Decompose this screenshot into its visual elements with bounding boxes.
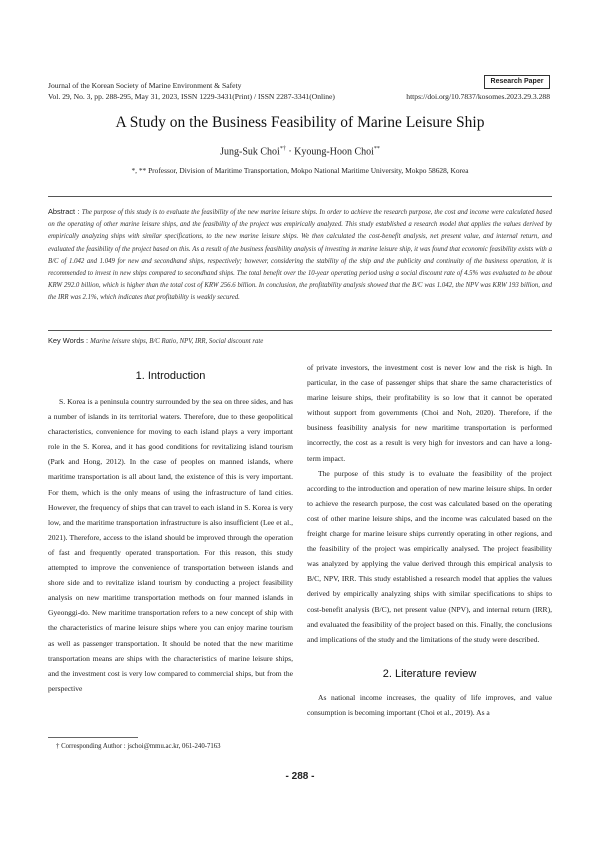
- author-separator: ·: [285, 146, 295, 158]
- paragraph: S. Korea is a peninsula country surrounded by the sea on three sides, and has a number of islands in its territorial waters. Therefore, due to these geopolitical characteristics, convenience for moving to each island plays a very important role in the S. Korea, and it has good conditions for revitalizing island tourism (Park and Hong, 2012). In the case of peoples on manned islands, where maritime transportation is all about land, the existence of this is very important. For them, which is the only means of using the infrastructure of land cities. However, the frequency of ships that can travel to each island in S. Korea is very low, and the maritime transportation infrastructure is also insufficient (Lee et al., 2021). Therefore, access to the island should be improved through the operation of fast and frequently operated transportation. For this reason, this study attempted to improve the convenience of transportation between islands and shore side and to revitalize island tourism by conducting a project feasibility analysis on new maritime transportation methods on four manned islands in Gyeonggi-do. New maritime transportation refers to a new concept of ship with the characteristics of marine leisure ships where you can enjoy marine tourism as well as passenger transportation. It should be noted that the new maritime transportation means are ships with the characteristics of marine leisure ships, and the investment cost is very low compared to commercial ships, but from the perspective: [48, 397, 293, 693]
- footnote-text: Corresponding Author : jschoi@mmu.ac.kr, 061-240-7163: [59, 743, 221, 750]
- divider: [48, 196, 552, 197]
- author-list: [0, 146, 600, 157]
- section-heading: 2. Literature review: [382, 668, 477, 680]
- keywords-text: Marine leisure ships, B/C Ratio, NPV, IRR, Social discount rate: [90, 338, 264, 345]
- author-name: Kyoung-Hoon Choi: [294, 146, 374, 158]
- abstract-text: The purpose of this study is to evaluate the feasibility of the new marine leisure ships. In order to achieve the research purpose, the cost and income were calculated based on the operating of other marine leisure ships, and the feasibility of the project was empirically analyzed. This study established a research model that applies the values derived by empirically analyzing ships with similar specifications, to the new marine leisure ships. We then calculated the cost-benefit analysis, net present value, and internal return, and evaluated the feasibility of the project based on this. As a result of the business feasibility analysis of investing in marine leisure ship, it was found that economic feasibility exists with a B/C of 1.042 and 1.049 for new and secondhand ships, respectively; however, considering the stability of the ship and the publicity and continuity of the business operation, it is recommended to invest in new ships compared to secondhand ships. The total benefit over the 10-year operating period using a social discount rate of 4.5% was evaluated to be about KRW 292.0 billion, which is higher than the total cost of KRW 256.6 billion. In conclusion, the profitability analysis showed that the B/C was 1.042, the NPV was KRW 193 billion, and the IRR was 2.1%, which indicates that profitability is weakly secured.: [48, 209, 552, 302]
- journal-name: Journal of the Korean Society of Marine Environment & Safety: [48, 81, 242, 90]
- journal-header: [48, 80, 335, 102]
- abstract: [48, 206, 552, 305]
- doi-link[interactable]: https://doi.org/10.7837/kosomes.2023.29.3.288: [406, 92, 550, 101]
- paragraph: The purpose of this study is to evaluate the feasibility of the project according to the introduction and operation of new marine leisure ships. In order to achieve the research purpose, the cost was calculated based on the operating cost of other marine leisure ships, and the income was calculated based on the freight charge for marine leisure ships currently operating in other regions, and the feasibility of the project was empirically analysed. The project feasibility was analyzed by applying the value derived through this empirical analysis to B/C, NPV, IRR. This study established a research model that applies the values derived by empirically analyzing ships with similar specifications to ships to cost-benefit analysis (B/C), net present value (NPV), and internal return (IRR), and evaluated the feasibility of the project based on this. Finally, the conclusions and implications of the study and the limitations of the study were described.: [307, 468, 552, 644]
- journal-volume-info: Vol. 29, No. 3, pp. 288-295, May 31, 2023, ISSN 1229-3431(Print) / ISSN 2287-3341(Online): [48, 92, 335, 101]
- divider: [48, 330, 552, 331]
- author-mark: **: [373, 146, 380, 152]
- paper-type-badge: Research Paper: [484, 75, 550, 89]
- paragraph: As national income increases, the quality of life improves, and value consumption is becoming important (Choi et al., 2019). As a: [307, 693, 552, 718]
- column-right: [307, 360, 552, 647]
- column-left: [48, 394, 293, 696]
- author-mark: *†: [279, 146, 286, 152]
- footnote: [56, 742, 221, 751]
- author-affiliation: *, ** Professor, Division of Maritime Transportation, Mokpo National Maritime University, Mokpo 58628, Korea: [131, 166, 469, 175]
- page-number: - 288 -: [285, 771, 315, 782]
- keywords-label: Key Words :: [48, 336, 91, 345]
- paragraph: of private investors, the investment cost is never low and the risk is high. In particular, in the case of passenger ships that share the same characteristics of marine leisure ships, their profitability is so low that it cannot be operated without support from governments (Choi and Noh, 2020). Therefore, if the business feasibility analysis for new maritime transportation is performed incorrectly, the cost as a result is very high for investors and can have a long-term impact.: [307, 363, 552, 463]
- column-right-lower: [307, 690, 552, 720]
- paper-title: A Study on the Business Feasibility of Marine Leisure Ship: [115, 114, 485, 131]
- keywords: [48, 336, 552, 345]
- footnote-mark: †: [56, 743, 60, 750]
- footnote-divider: [48, 737, 138, 738]
- author-name: Jung-Suk Choi: [220, 146, 280, 158]
- section-heading: 1. Introduction: [135, 370, 206, 382]
- abstract-label: Abstract :: [48, 207, 82, 216]
